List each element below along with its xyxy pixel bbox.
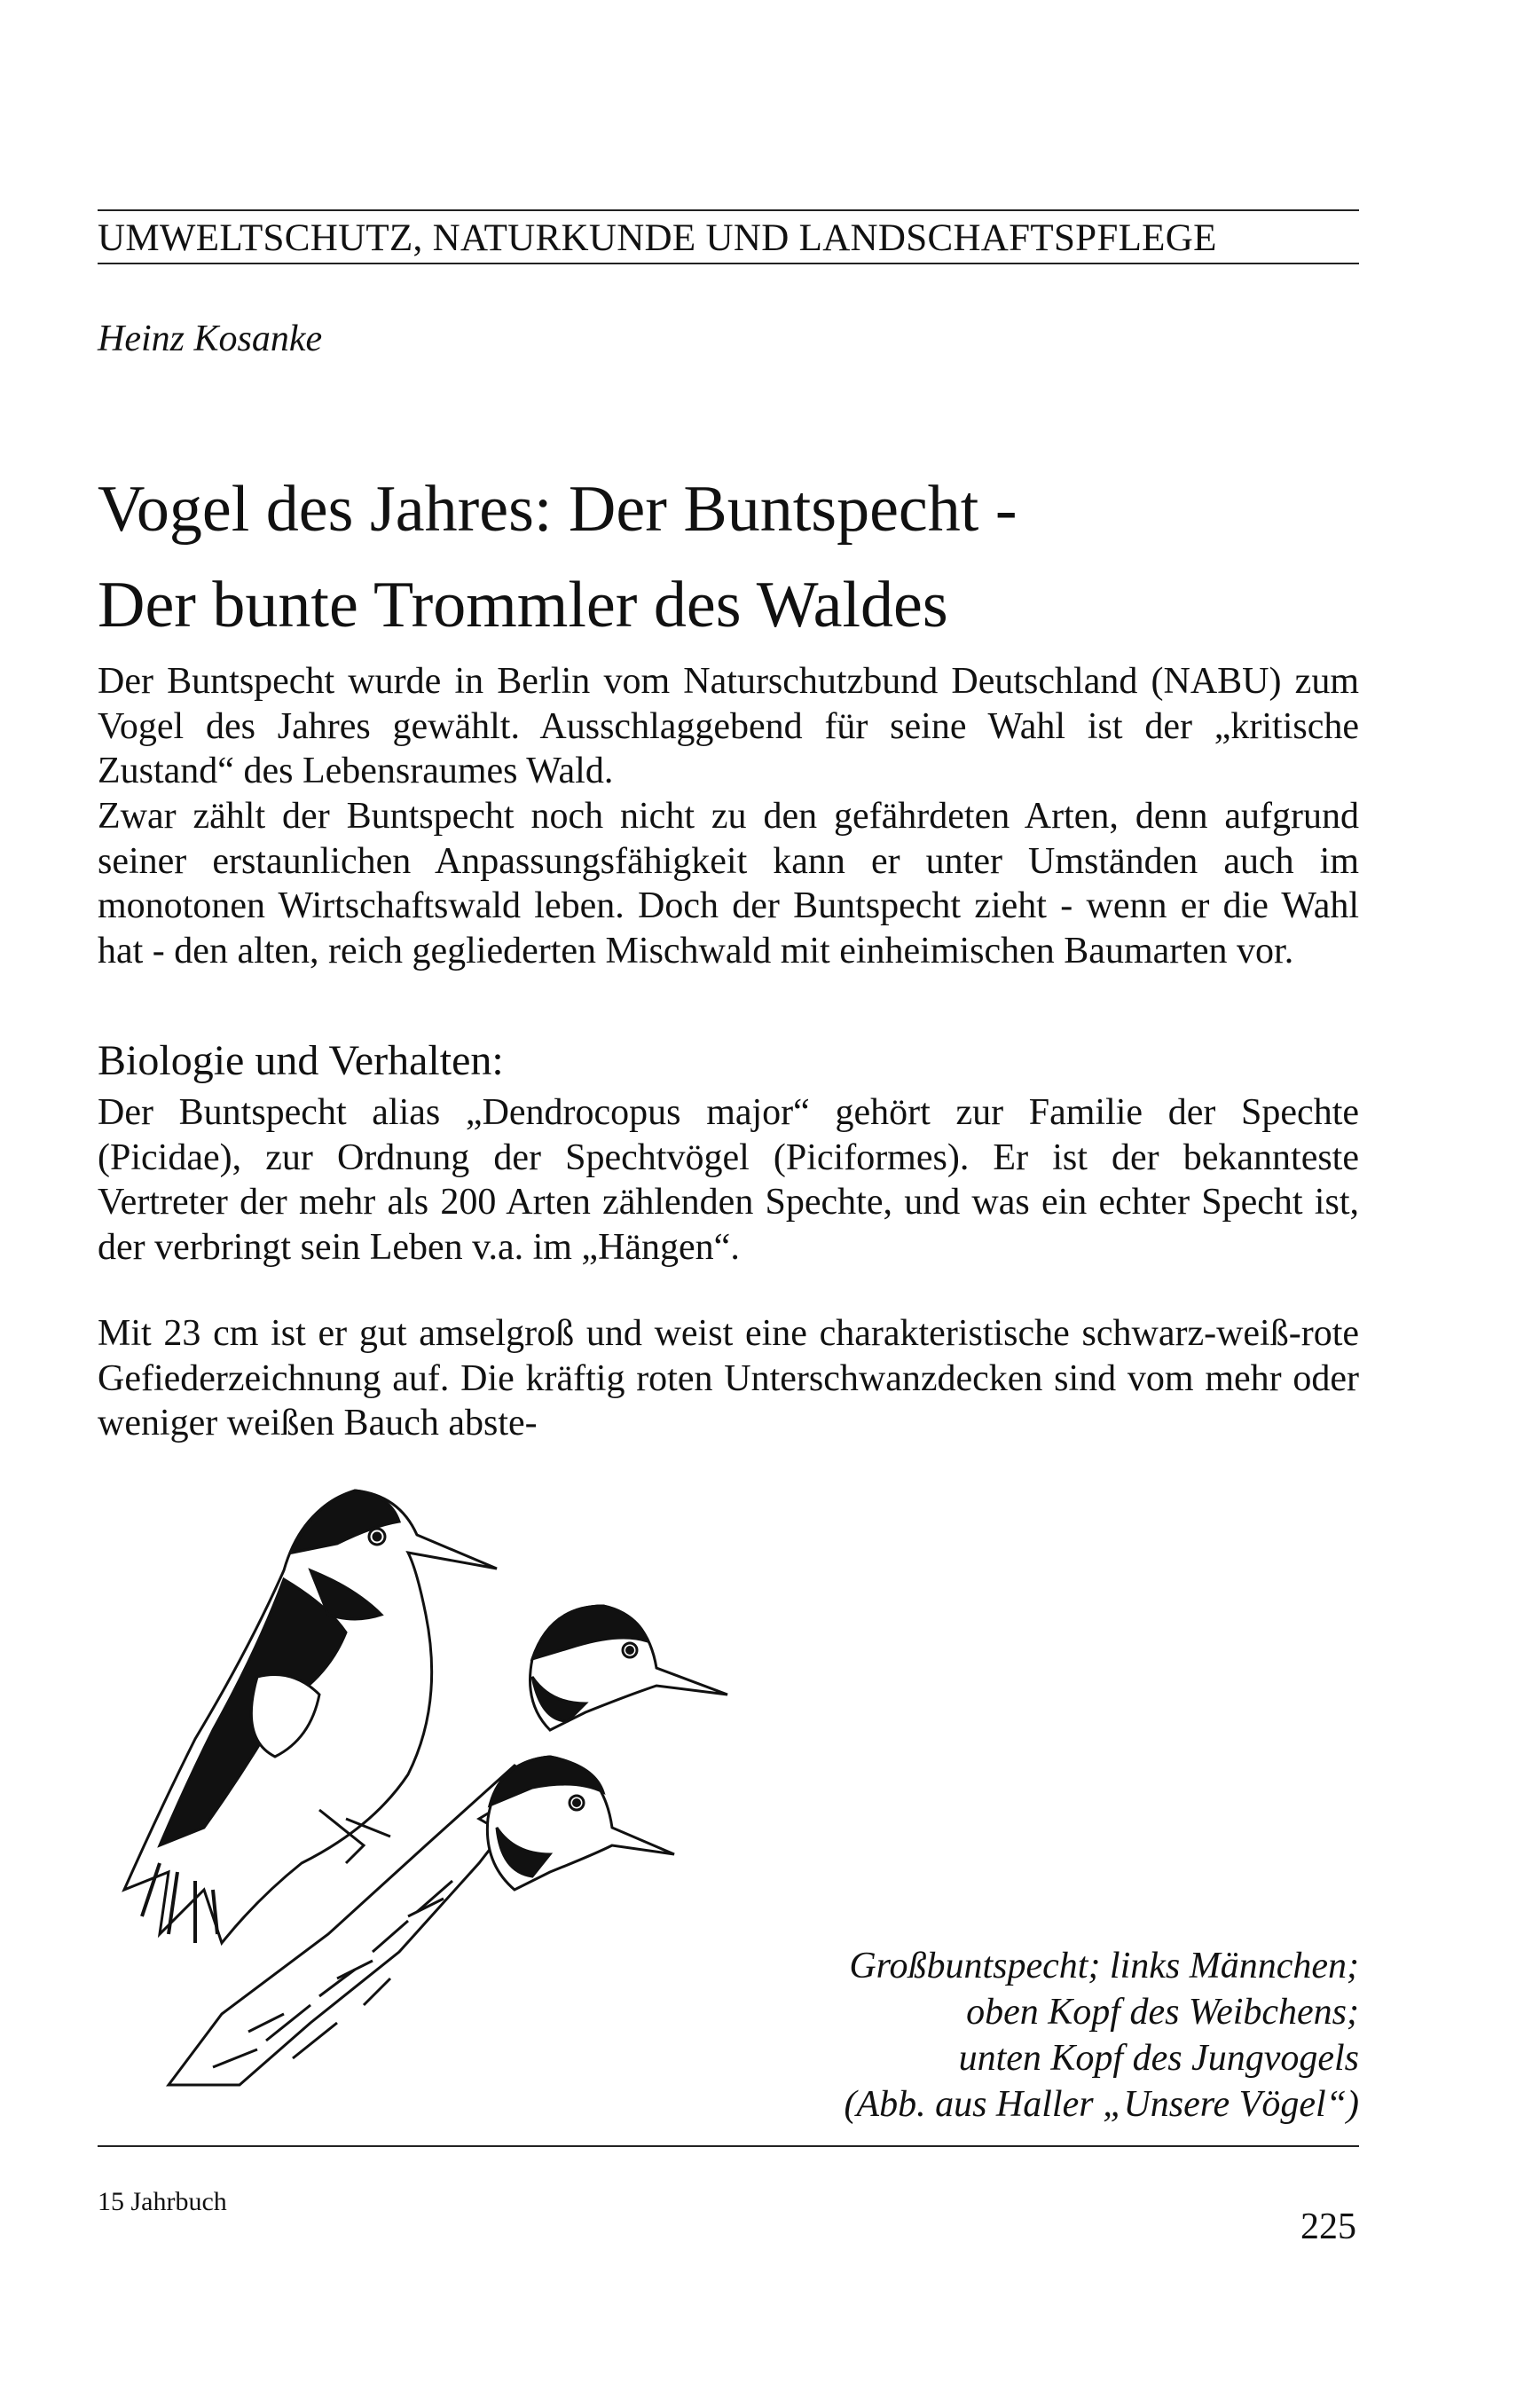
article-title [98, 461, 1366, 653]
book-note: 15 Jahrbuch [98, 2187, 227, 2216]
female-head-drawing [530, 1606, 728, 1730]
section-heading: UMWELTSCHUTZ, NATURKUNDE UND LANDSCHAFTSPFLEGE [98, 217, 1217, 259]
title-line-2: Der bunte Trommler des Waldes [98, 569, 948, 641]
caption-line-3: unten Kopf des Jungvogels [958, 2038, 1359, 2079]
figure-caption [685, 1943, 1359, 2128]
title-line-1: Vogel des Jahres: Der Buntspecht - [98, 473, 1018, 546]
intro-paragraph-2: Zwar zählt der Buntspecht noch nicht zu den gefährdeten Arten, denn aufgrund seiner erstaunlichen Anpassungsfähigkeit kann er unter Umständen auch im monotonen Wirtschaftswald leben. Doch der Buntspecht zieht - wenn er die Wahl hat - den alten, reich gegliederten Mischwald mit einheimischen Baumarten vor. [98, 796, 1359, 971]
caption-line-4: (Abb. aus Haller „Unsere Vögel“) [844, 2084, 1359, 2125]
footer-rule [98, 2145, 1359, 2147]
biology-paragraph-2: Mit 23 cm ist er gut amselgroß und weist eine charakteristische schwarz-weiß-rote Gefiederzeichnung auf. Die kräftig roten Unterschwanzdecken sind vom mehr oder weniger weißen Bauch abste- [98, 1313, 1359, 1443]
intro-paragraph-1: Der Buntspecht wurde in Berlin vom Naturschutzbund Deutschland (NABU) zum Vogel des Jahres gewählt. Ausschlaggebend für seine Wahl ist der „kritische Zustand“ des Lebensraumes Wald. [98, 661, 1359, 791]
author-name: Heinz Kosanke [98, 319, 323, 359]
page-number: 225 [1300, 2206, 1356, 2247]
caption-line-1: Großbuntspecht; links Männchen; [849, 1946, 1359, 1986]
header-top-rule [98, 209, 1359, 211]
biology-paragraph-1: Der Buntspecht alias „Dendrocopus major“ gehört zur Familie der Spechte (Picidae), zur Ordnung der Spechtvögel (Piciformes). Er ist der bekannteste Vertreter der mehr als 200 Arten zählenden Spechte, und was ein echter Specht ist, der verbringt sein Leben v.a. im „Hängen“. [98, 1092, 1359, 1268]
caption-line-2: oben Kopf des Weibchens; [966, 1992, 1359, 2033]
juvenile-head-drawing [487, 1757, 674, 1890]
biology-heading: Biologie und Verhalten: [98, 1037, 504, 1084]
header-bottom-rule [98, 263, 1359, 264]
